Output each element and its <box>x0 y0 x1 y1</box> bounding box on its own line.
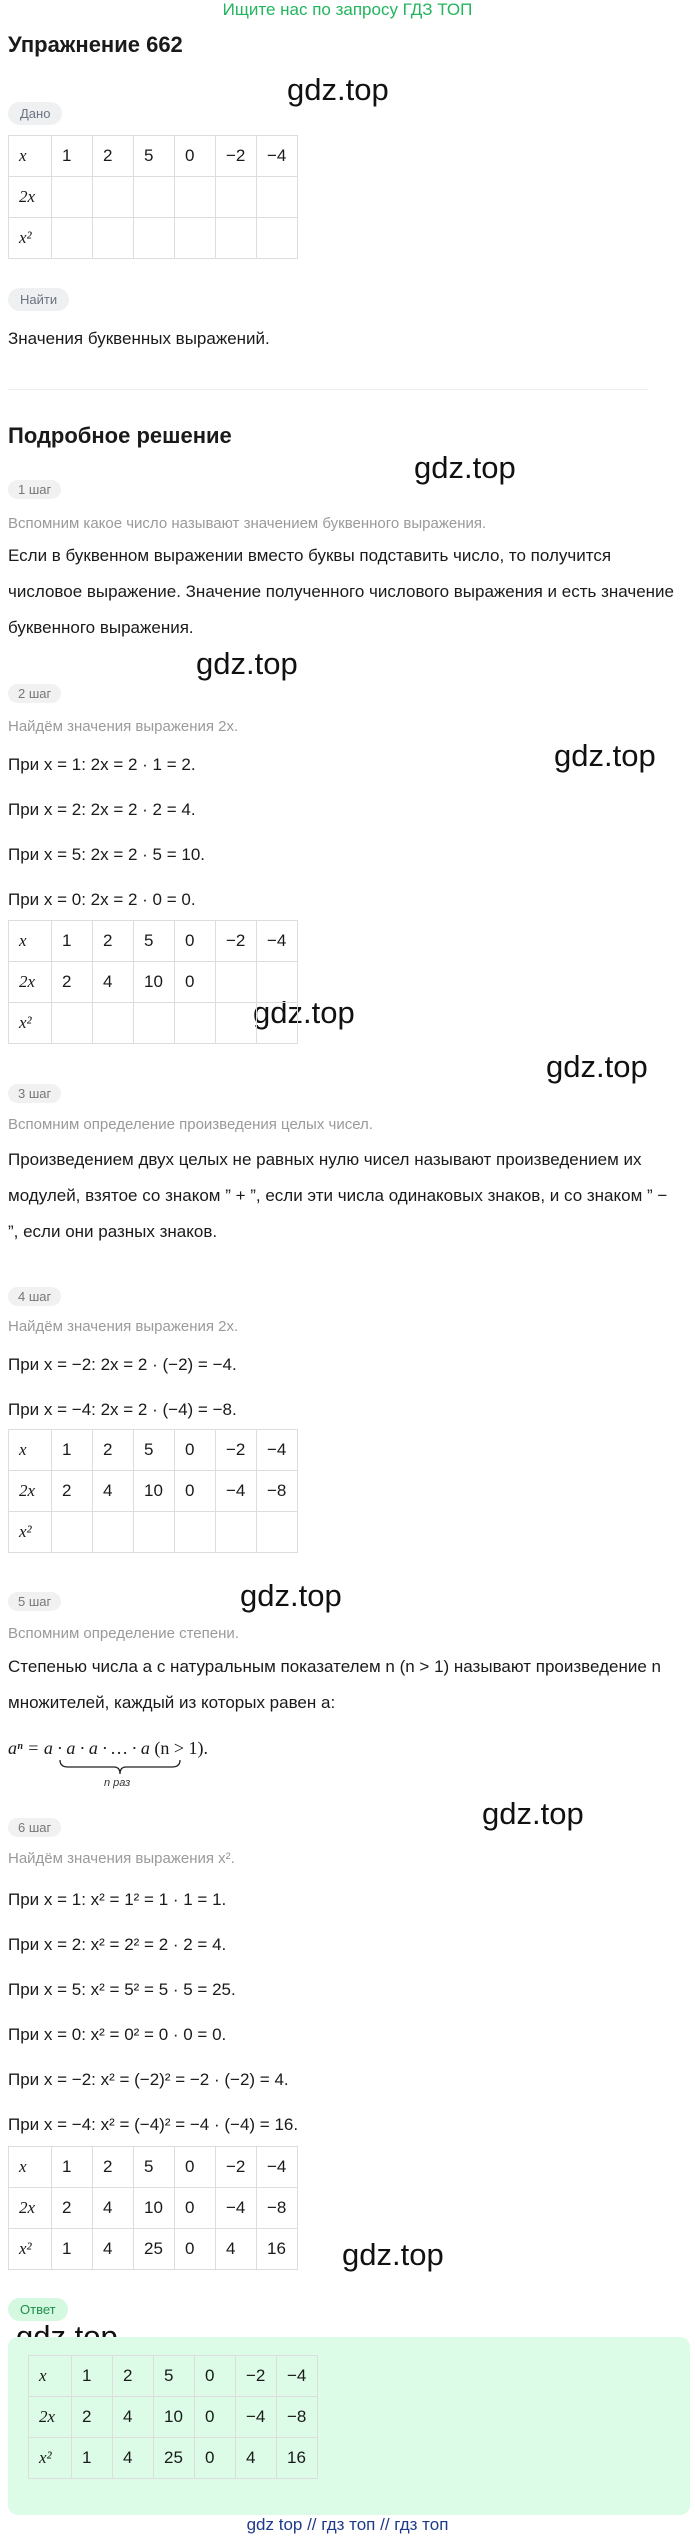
table-cell: −2 <box>216 921 257 962</box>
formula-lhs: aⁿ = <box>8 1738 44 1758</box>
table-cell: −2 <box>216 2147 257 2188</box>
table-cell: −4 <box>236 2397 277 2438</box>
table-cell: −4 <box>216 2188 257 2229</box>
table-cell <box>257 218 298 259</box>
row-header-cell: 2x <box>9 2188 52 2229</box>
table-cell: 0 <box>175 2229 216 2270</box>
table-cell: 0 <box>175 921 216 962</box>
formula-condition: (n > 1). <box>149 1738 208 1758</box>
table-cell: 25 <box>154 2438 195 2479</box>
table-cell: 2 <box>93 136 134 177</box>
step-5-text: Степенью числа a с натуральным показателем n (n > 1) называют произведение n множителей, каждый из которых равен a: <box>8 1657 661 1712</box>
table-cell: 2 <box>93 921 134 962</box>
table-cell <box>52 1512 93 1553</box>
table-row <box>9 962 298 1003</box>
table-cell: 2 <box>52 1471 93 1512</box>
step-6-table <box>8 2146 298 2270</box>
step-3-hint: Вспомним определение произведения целых чисел. <box>8 1116 373 1133</box>
underbrace <box>58 1758 182 1776</box>
table-cell <box>93 218 134 259</box>
row-header-cell: 2x <box>9 962 52 1003</box>
table-cell: −4 <box>257 921 298 962</box>
table-cell: 4 <box>113 2438 154 2479</box>
table-row <box>9 921 298 962</box>
table-cell: 0 <box>175 962 216 1003</box>
table-cell <box>216 1512 257 1553</box>
given-table <box>8 135 298 259</box>
table-cell <box>257 962 298 1003</box>
table-cell: 2 <box>52 962 93 1003</box>
table-cell: 4 <box>93 2229 134 2270</box>
table-cell <box>257 177 298 218</box>
table-cell <box>52 1003 93 1044</box>
table-cell: 2 <box>113 2356 154 2397</box>
row-header-cell: x² <box>9 218 52 259</box>
row-header-cell: x <box>9 136 52 177</box>
table-cell: 2 <box>52 2188 93 2229</box>
table-cell: 10 <box>134 1471 175 1512</box>
table-cell <box>52 218 93 259</box>
table-cell: −4 <box>257 136 298 177</box>
table-cell: −4 <box>257 1430 298 1471</box>
table-row <box>9 136 298 177</box>
table-cell: −2 <box>236 2356 277 2397</box>
table-cell: 0 <box>195 2438 236 2479</box>
table-cell <box>216 962 257 1003</box>
table-cell: 1 <box>52 136 93 177</box>
table-cell: −8 <box>257 1471 298 1512</box>
step-6-line: При x = −4: x² = (−4)² = −4 · (−4) = 16. <box>8 2115 299 2134</box>
step-2-table <box>8 920 298 1044</box>
table-cell: 25 <box>134 2229 175 2270</box>
table-cell: −2 <box>216 1430 257 1471</box>
table-cell <box>175 177 216 218</box>
row-header-cell: x <box>9 2147 52 2188</box>
row-header-cell: x² <box>29 2438 72 2479</box>
table-row <box>9 177 298 218</box>
table-cell <box>216 177 257 218</box>
step-6-line: При x = −2: x² = (−2)² = −2 · (−2) = 4. <box>8 2070 289 2089</box>
table-row <box>9 1430 298 1471</box>
row-header-cell: 2x <box>9 177 52 218</box>
row-header-cell: x <box>9 921 52 962</box>
step-2-hint: Найдём значения выражения 2x. <box>8 718 239 735</box>
step-2-line: При x = 1: 2x = 2 · 1 = 2. <box>8 755 196 774</box>
table-cell <box>257 1512 298 1553</box>
table-cell: −8 <box>257 2188 298 2229</box>
table-cell: 10 <box>134 2188 175 2229</box>
table-cell: 0 <box>195 2397 236 2438</box>
table-cell <box>93 1003 134 1044</box>
table-cell: 4 <box>93 2188 134 2229</box>
step-4-table <box>8 1429 298 1553</box>
row-header-cell: x² <box>9 1003 52 1044</box>
table-cell: 10 <box>154 2397 195 2438</box>
table-cell: 0 <box>175 136 216 177</box>
table-cell: 5 <box>154 2356 195 2397</box>
table-cell <box>175 218 216 259</box>
table-cell: 4 <box>216 2229 257 2270</box>
separator <box>8 389 648 390</box>
find-label: Найти <box>8 288 69 311</box>
watermark: gdz.top <box>546 1049 648 1084</box>
table-cell: 1 <box>52 2147 93 2188</box>
step-6-line: При x = 2: x² = 2² = 2 · 2 = 4. <box>8 1935 227 1954</box>
row-header-cell: x² <box>9 1512 52 1553</box>
table-cell: 1 <box>72 2356 113 2397</box>
step-3-label: 3 шаг <box>8 1084 61 1103</box>
table-row <box>9 1003 298 1044</box>
row-header-cell: x <box>9 1430 52 1471</box>
table-cell: 0 <box>175 2147 216 2188</box>
step-6-hint: Найдём значения выражения x². <box>8 1850 235 1867</box>
table-cell <box>134 1003 175 1044</box>
table-cell <box>134 1512 175 1553</box>
watermark: gdz.top <box>196 646 298 681</box>
table-cell: 0 <box>175 2188 216 2229</box>
table-cell: 2 <box>93 2147 134 2188</box>
step-2-line: При x = 0: 2x = 2 · 0 = 0. <box>8 890 196 909</box>
table-cell: 1 <box>52 2229 93 2270</box>
table-row <box>9 2147 298 2188</box>
table-cell: −2 <box>216 136 257 177</box>
table-cell: 5 <box>134 136 175 177</box>
row-header-cell: x² <box>9 2229 52 2270</box>
table-cell <box>257 1003 298 1044</box>
table-cell: 5 <box>134 2147 175 2188</box>
step-6-line: При x = 0: x² = 0² = 0 · 0 = 0. <box>8 2025 227 2044</box>
answer-table <box>28 2355 318 2479</box>
table-cell: 4 <box>113 2397 154 2438</box>
step-6-line: При x = 1: x² = 1² = 1 · 1 = 1. <box>8 1890 227 1909</box>
row-header-cell: 2x <box>9 1471 52 1512</box>
watermark: gdz.top <box>554 738 656 773</box>
table-cell <box>175 1003 216 1044</box>
table-cell: 5 <box>134 921 175 962</box>
watermark: gdz.top <box>342 2237 444 2272</box>
given-label: Дано <box>8 102 62 125</box>
table-cell <box>216 1003 257 1044</box>
table-row <box>9 218 298 259</box>
step-1-hint: Вспомним какое число называют значением буквенного выражения. <box>8 515 487 532</box>
table-cell: −4 <box>277 2356 318 2397</box>
watermark: gdz.top <box>253 995 355 1030</box>
footer-links[interactable]: gdz top // гдз топ // гдз топ <box>246 2515 449 2534</box>
watermark: gdz.top <box>240 1578 342 1613</box>
table-row <box>9 1512 298 1553</box>
table-cell <box>216 218 257 259</box>
table-cell: 1 <box>52 921 93 962</box>
row-header-cell: x <box>29 2356 72 2397</box>
table-cell <box>134 218 175 259</box>
table-row <box>9 2188 298 2229</box>
underbrace-caption: n раз <box>104 1777 131 1789</box>
power-formula <box>8 1738 208 1759</box>
answer-label: Ответ <box>8 2298 68 2321</box>
table-cell: 1 <box>72 2438 113 2479</box>
table-cell: 1 <box>52 1430 93 1471</box>
table-row <box>29 2438 318 2479</box>
table-cell: 2 <box>72 2397 113 2438</box>
table-cell: 4 <box>236 2438 277 2479</box>
table-cell: 5 <box>134 1430 175 1471</box>
step-1-text: Если в буквенном выражении вместо буквы подставить число, то получится числовое выражение. Значение полученного числового выражения и есть значение буквенного выражения. <box>8 546 674 637</box>
step-6-line: При x = 5: x² = 5² = 5 · 5 = 25. <box>8 1980 236 1999</box>
table-cell: 2 <box>93 1430 134 1471</box>
watermark: gdz.top <box>414 450 516 485</box>
row-header-cell: 2x <box>29 2397 72 2438</box>
step-6-label: 6 шаг <box>8 1818 61 1837</box>
table-cell: 0 <box>175 1471 216 1512</box>
table-cell: 16 <box>257 2229 298 2270</box>
table-cell: 4 <box>93 1471 134 1512</box>
step-2-line: При x = 2: 2x = 2 · 2 = 4. <box>8 800 196 819</box>
search-banner[interactable]: Ищите нас по запросу ГДЗ ТОП <box>222 0 473 19</box>
step-4-line: При x = −2: 2x = 2 · (−2) = −4. <box>8 1355 237 1374</box>
table-row <box>29 2397 318 2438</box>
table-cell <box>175 1512 216 1553</box>
table-cell <box>93 177 134 218</box>
step-1-label: 1 шаг <box>8 480 61 499</box>
table-row <box>9 1471 298 1512</box>
step-2-label: 2 шаг <box>8 684 61 703</box>
step-4-label: 4 шаг <box>8 1287 61 1306</box>
table-cell: −4 <box>257 2147 298 2188</box>
watermark: gdz.top <box>287 72 389 107</box>
table-cell: 10 <box>134 962 175 1003</box>
table-row <box>29 2356 318 2397</box>
find-text: Значения буквенных выражений. <box>8 329 270 348</box>
solution-heading: Подробное решение <box>8 423 232 448</box>
page-title: Упражнение 662 <box>8 32 183 57</box>
table-cell: 0 <box>175 1430 216 1471</box>
step-4-line: При x = −4: 2x = 2 · (−4) = −8. <box>8 1400 237 1419</box>
step-2-line: При x = 5: 2x = 2 · 5 = 10. <box>8 845 206 864</box>
formula-product: a · a · a · … · a <box>43 1738 150 1758</box>
table-cell: 16 <box>277 2438 318 2479</box>
step-5-label: 5 шаг <box>8 1592 61 1611</box>
table-cell <box>93 1512 134 1553</box>
table-cell: −8 <box>277 2397 318 2438</box>
table-cell: 4 <box>93 962 134 1003</box>
table-row <box>9 2229 298 2270</box>
table-cell: 0 <box>195 2356 236 2397</box>
table-cell: −4 <box>216 1471 257 1512</box>
step-4-hint: Найдём значения выражения 2x. <box>8 1318 239 1335</box>
table-cell <box>52 177 93 218</box>
watermark: gdz.top <box>482 1796 584 1831</box>
step-3-text: Произведением двух целых не равных нулю чисел называют произведением их модулей, взятое со знаком ” + ”, если эти числа одинаковых знаков, и со знаком ” − ”, если они разных знаков. <box>8 1150 668 1241</box>
step-5-hint: Вспомним определение степени. <box>8 1625 239 1642</box>
table-cell <box>134 177 175 218</box>
